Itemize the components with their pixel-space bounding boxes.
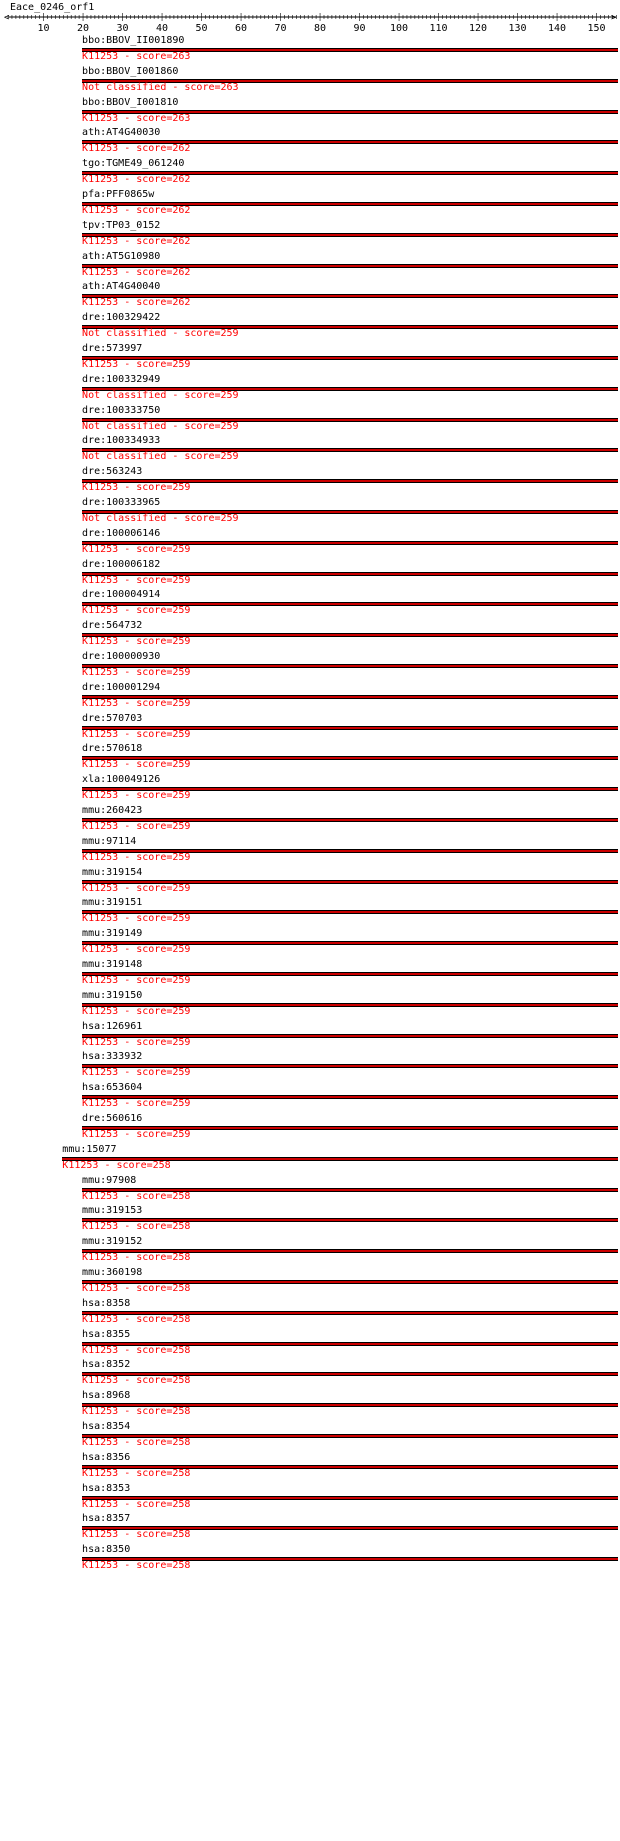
ruler-right-arrow: > xyxy=(611,13,617,23)
hit-gene-label[interactable]: hsa:653604 xyxy=(82,1082,143,1094)
hit-gene-label[interactable]: dre:570703 xyxy=(82,712,143,724)
hit-classification-label: K11253 - score=259 xyxy=(82,1129,191,1140)
hit-gene-label[interactable]: tgo:TGME49_061240 xyxy=(82,158,185,170)
hit-gene-label[interactable]: mmu:360198 xyxy=(82,1267,143,1278)
hit-classification-label: K11253 - score=259 xyxy=(82,667,191,678)
hit-gene-label[interactable]: hsa:8354 xyxy=(82,1421,131,1432)
ruler-tick-labels xyxy=(38,23,606,34)
hit-gene-label[interactable]: dre:100006182 xyxy=(82,558,161,570)
hit-classification-label: K11253 - score=258 xyxy=(82,1344,191,1356)
hit-gene-label[interactable]: dre:560616 xyxy=(82,1113,143,1124)
hit-classification-label: K11253 - score=259 xyxy=(82,359,191,370)
hit-classification-label: K11253 - score=259 xyxy=(82,574,191,586)
hit-gene-label[interactable]: hsa:8355 xyxy=(82,1328,131,1340)
hit-classification-label: K11253 - score=258 xyxy=(62,1159,171,1171)
ruler-tick-label: 90 xyxy=(353,23,366,34)
hit-gene-label[interactable]: dre:563243 xyxy=(82,466,143,478)
hit-gene-label[interactable]: mmu:319150 xyxy=(82,989,143,1001)
hit-classification-label: K11253 - score=259 xyxy=(82,482,191,494)
ruler-tick-label: 80 xyxy=(314,23,327,34)
hit-classification-label: K11253 - score=259 xyxy=(82,1067,191,1079)
hit-classification-label: Not classified - score=259 xyxy=(82,420,239,432)
hit-classification-label: K11253 - score=259 xyxy=(82,1098,191,1110)
ruler-tick-label: 140 xyxy=(548,23,567,34)
ruler-tick-label: 20 xyxy=(77,23,90,34)
hit-gene-label[interactable]: dre:564732 xyxy=(82,620,143,632)
hit-classification-label: K11253 - score=259 xyxy=(82,636,191,648)
ruler-left-arrow: < xyxy=(4,13,10,23)
hit-classification-label: K11253 - score=259 xyxy=(82,882,191,894)
hit-gene-label[interactable]: hsa:8968 xyxy=(82,1390,131,1402)
hit-gene-label[interactable]: dre:100329422 xyxy=(82,312,161,324)
hit-classification-label: K11253 - score=259 xyxy=(82,851,191,863)
hit-classification-label: K11253 - score=262 xyxy=(82,235,191,247)
ruler-tick-label: 50 xyxy=(195,23,208,34)
hit-gene-label[interactable]: tpv:TP03_0152 xyxy=(82,219,161,231)
hit-classification-label: K11253 - score=258 xyxy=(82,1467,191,1479)
hit-gene-label[interactable]: mmu:319154 xyxy=(82,866,143,878)
hit-classification-label: K11253 - score=258 xyxy=(82,1375,191,1387)
hit-gene-label[interactable]: hsa:126961 xyxy=(82,1020,143,1032)
hit-classification-label: K11253 - score=258 xyxy=(82,1406,191,1418)
ruler-tick-label: 110 xyxy=(429,23,448,34)
hit-classification-label: K11253 - score=263 xyxy=(82,112,191,124)
hit-gene-label[interactable]: xla:100049126 xyxy=(82,774,161,786)
ruler-tick-label: 10 xyxy=(37,23,50,34)
hit-gene-label[interactable]: ath:AT4G40030 xyxy=(82,127,161,139)
hit-gene-label[interactable]: ath:AT4G40040 xyxy=(82,281,161,293)
hit-classification-label: K11253 - score=258 xyxy=(82,1560,191,1572)
hit-classification-label: K11253 - score=259 xyxy=(82,1036,191,1048)
ruler-tick-label: 30 xyxy=(116,23,129,34)
hit-gene-label[interactable]: hsa:8352 xyxy=(82,1359,131,1371)
ruler-tick-label: 130 xyxy=(508,23,527,34)
hit-classification-label: K11253 - score=259 xyxy=(82,605,191,617)
hit-gene-label[interactable]: ath:AT5G10980 xyxy=(82,250,161,262)
hit-gene-label[interactable]: dre:573997 xyxy=(82,343,143,354)
hit-classification-label: K11253 - score=258 xyxy=(82,1283,191,1294)
hit-classification-label: K11253 - score=259 xyxy=(82,821,191,832)
hit-gene-label[interactable]: dre:100000930 xyxy=(82,651,161,662)
hit-gene-label[interactable]: mmu:319151 xyxy=(82,897,143,909)
hit-gene-label[interactable]: dre:570618 xyxy=(82,743,143,755)
hit-classification-label: Not classified - score=259 xyxy=(82,513,239,524)
hit-gene-label[interactable]: dre:100001294 xyxy=(82,681,161,693)
hit-classification-label: K11253 - score=259 xyxy=(82,697,191,709)
hit-gene-label[interactable]: dre:100332949 xyxy=(82,373,161,385)
hit-classification-label: K11253 - score=262 xyxy=(82,205,191,216)
hit-classification-label: K11253 - score=259 xyxy=(82,790,191,802)
hit-classification-label: K11253 - score=263 xyxy=(82,51,191,62)
hit-gene-label[interactable]: bbo:BBOV_II001890 xyxy=(82,35,185,46)
hit-gene-label[interactable]: mmu:319152 xyxy=(82,1236,143,1248)
hit-gene-label[interactable]: bbo:BBOV_I001860 xyxy=(82,65,179,77)
hit-classification-label: K11253 - score=258 xyxy=(82,1498,191,1510)
ruler-tick-label: 150 xyxy=(587,23,606,34)
ruler-tick-label: 120 xyxy=(469,23,488,34)
hit-gene-label[interactable]: mmu:319149 xyxy=(82,928,143,940)
hit-classification-label: K11253 - score=259 xyxy=(82,913,191,925)
ruler-tick-label: 60 xyxy=(235,23,248,34)
hit-classification-label: K11253 - score=259 xyxy=(82,1005,191,1017)
hit-gene-label[interactable]: hsa:8350 xyxy=(82,1544,131,1556)
hit-gene-label[interactable]: mmu:260423 xyxy=(82,805,143,816)
hit-classification-label: Not classified - score=263 xyxy=(82,81,239,93)
hit-classification-label: K11253 - score=258 xyxy=(82,1221,191,1233)
hit-gene-label[interactable]: bbo:BBOV_I001810 xyxy=(82,96,179,108)
ruler-tick-label: 40 xyxy=(156,23,169,34)
hit-gene-label[interactable]: hsa:8356 xyxy=(82,1451,131,1463)
hit-gene-label[interactable]: hsa:8358 xyxy=(82,1297,131,1309)
hit-gene-label[interactable]: mmu:319153 xyxy=(82,1205,143,1217)
hit-gene-label[interactable]: dre:100334933 xyxy=(82,435,161,447)
hit-classification-label: K11253 - score=258 xyxy=(82,1190,191,1202)
hit-classification-label: K11253 - score=259 xyxy=(82,543,191,555)
hit-classification-label: Not classified - score=259 xyxy=(82,451,239,463)
hit-classification-label: K11253 - score=262 xyxy=(82,266,191,278)
hit-gene-label[interactable]: mmu:319148 xyxy=(82,959,143,970)
hit-classification-label: K11253 - score=259 xyxy=(82,728,191,740)
hit-classification-label: K11253 - score=258 xyxy=(82,1437,191,1448)
hit-gene-label[interactable]: dre:100333750 xyxy=(82,404,161,416)
hit-gene-label[interactable]: hsa:8353 xyxy=(82,1482,131,1494)
hit-gene-label[interactable]: mmu:97114 xyxy=(82,835,137,847)
hit-gene-label[interactable]: mmu:97908 xyxy=(82,1174,137,1186)
ruler-tick-label: 70 xyxy=(274,23,287,34)
hit-classification-label: K11253 - score=258 xyxy=(82,1313,191,1325)
hit-classification-label: K11253 - score=262 xyxy=(82,174,191,186)
hit-gene-label[interactable]: mmu:15077 xyxy=(62,1143,117,1155)
hit-classification-label: Not classified - score=259 xyxy=(82,328,239,340)
hit-gene-label[interactable]: dre:100333965 xyxy=(82,497,161,508)
hit-classification-label: Not classified - score=259 xyxy=(82,389,239,401)
position-ruler xyxy=(0,0,620,34)
sequence-title: Eace_0246_orf1 xyxy=(10,2,95,13)
hit-classification-label: K11253 - score=259 xyxy=(82,944,191,956)
ruler-tick-label: 100 xyxy=(390,23,409,34)
hit-gene-label[interactable]: pfa:PFF0865w xyxy=(82,189,155,200)
hit-gene-label[interactable]: hsa:8357 xyxy=(82,1513,131,1525)
hit-gene-label[interactable]: dre:100004914 xyxy=(82,589,161,601)
hit-classification-label: K11253 - score=262 xyxy=(82,143,191,155)
hit-classification-label: K11253 - score=259 xyxy=(82,975,191,986)
hit-classification-label: K11253 - score=258 xyxy=(82,1529,191,1541)
hit-gene-label[interactable]: dre:100006146 xyxy=(82,527,161,539)
hit-classification-label: K11253 - score=262 xyxy=(82,297,191,309)
hit-classification-label: K11253 - score=258 xyxy=(82,1252,191,1264)
hit-classification-label: K11253 - score=259 xyxy=(82,759,191,771)
hit-gene-label[interactable]: hsa:333932 xyxy=(82,1051,143,1063)
